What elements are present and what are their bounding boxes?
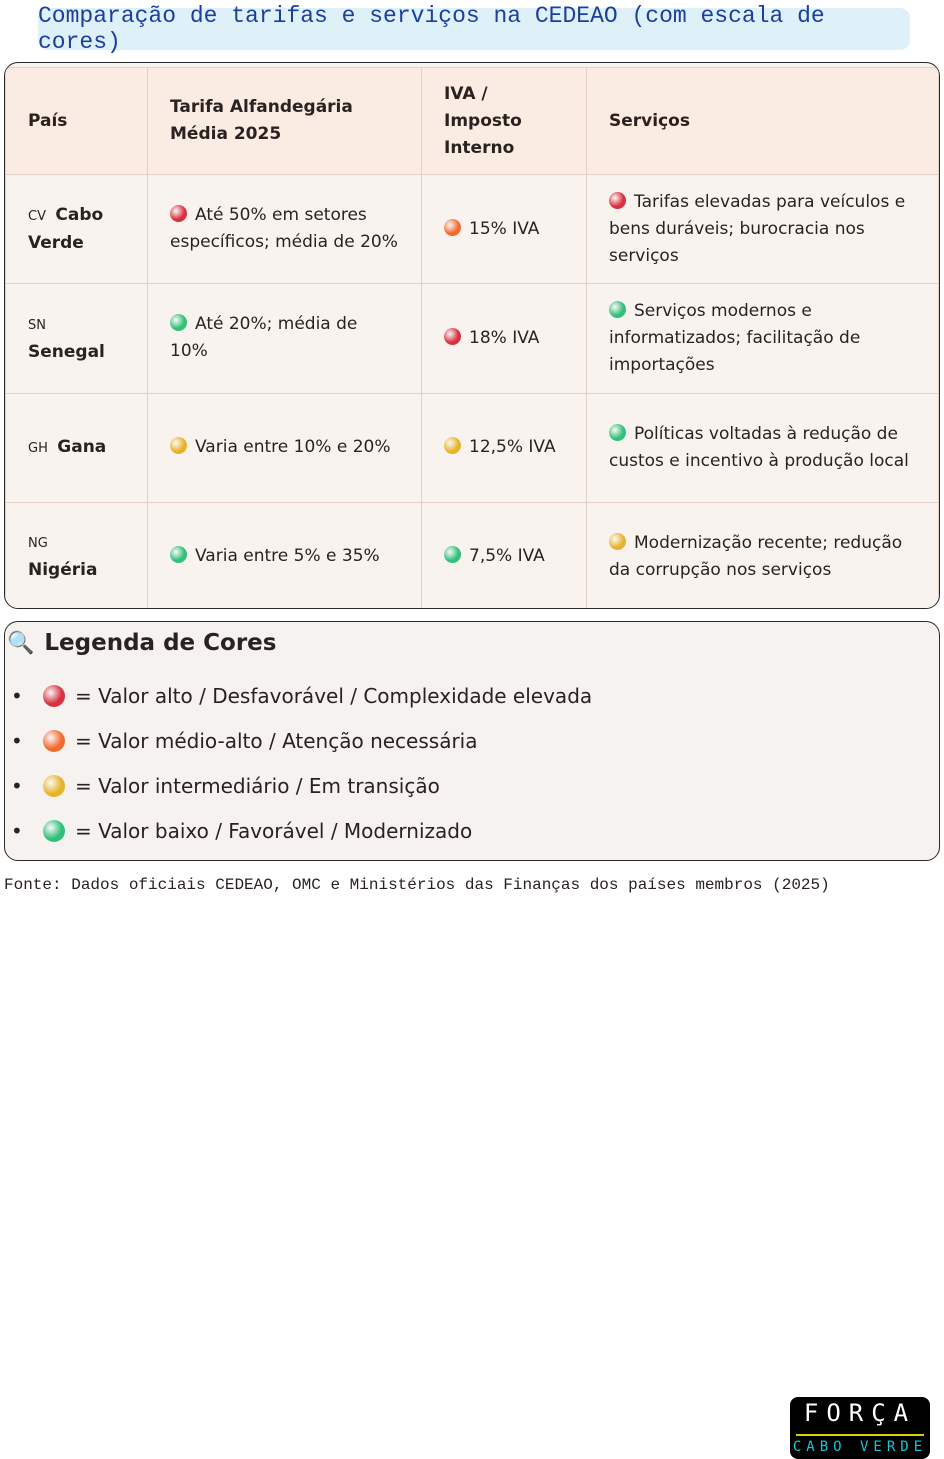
country-cell: GH Gana [6, 393, 148, 502]
legend-item: • = Valor médio-alto / Atenção necessária [11, 729, 478, 753]
red-dot-icon [444, 328, 461, 345]
table-row [6, 284, 939, 393]
services-cell: Tarifas elevadas para veículos e bens duráveis; burocracia nos serviços [587, 175, 939, 284]
table-row [6, 502, 939, 609]
tariff-cell: Varia entre 10% e 20% [148, 393, 422, 502]
legend-title: Legenda de Cores [44, 630, 277, 656]
yellow-dot-icon [444, 437, 461, 454]
table-row [6, 175, 939, 284]
orange-dot-icon [43, 730, 65, 752]
iva-cell: 15% IVA [422, 175, 587, 284]
table-row [6, 393, 939, 502]
tariff-cell: Até 50% em setores específicos; média de 20% [148, 175, 422, 284]
logo [790, 1397, 930, 1459]
tariff-cell: Até 20%; média de 10% [148, 284, 422, 393]
iva-cell: 7,5% IVA [422, 502, 587, 609]
legend-item: • = Valor baixo / Favorável / Modernizado [11, 819, 473, 843]
iva-cell: 12,5% IVA [422, 393, 587, 502]
header-tariff: Tarifa Alfandegária Média 2025 [148, 68, 422, 175]
header-iva: IVA / Imposto Interno [422, 68, 587, 175]
logo-bottom: CABO VERDE [792, 1439, 928, 1455]
country-cell: NG Nigéria [6, 502, 148, 609]
country-cell: CV Cabo Verde [6, 175, 148, 284]
yellow-dot-icon [170, 437, 187, 454]
page-title: Comparação de tarifas e serviços na CEDEAO (com escala de cores) [38, 8, 910, 50]
source-footer: Fonte: Dados oficiais CEDEAO, OMC e Ministérios das Finanças dos países membros (2025) [4, 876, 830, 894]
legend-item: • = Valor intermediário / Em transição [11, 774, 440, 798]
iva-cell: 18% IVA [422, 284, 587, 393]
header-country: País [6, 68, 148, 175]
orange-dot-icon [444, 219, 461, 236]
services-cell: Modernização recente; redução da corrupção nos serviços [587, 502, 939, 609]
tariff-cell: Varia entre 5% e 35% [148, 502, 422, 609]
services-cell: Serviços modernos e informatizados; facilitação de importações [587, 284, 939, 393]
red-dot-icon [170, 205, 187, 222]
country-cell: SN Senegal [6, 284, 148, 393]
header-services: Serviços [587, 68, 939, 175]
logo-top: FORÇA [803, 1399, 917, 1427]
red-dot-icon [43, 685, 65, 707]
yellow-dot-icon [43, 775, 65, 797]
green-dot-icon [444, 546, 461, 563]
green-dot-icon [170, 314, 187, 331]
green-dot-icon [43, 820, 65, 842]
comparison-table [4, 62, 940, 609]
green-dot-icon [170, 546, 187, 563]
services-cell: Políticas voltadas à redução de custos e incentivo à produção local [587, 393, 939, 502]
green-dot-icon [609, 301, 626, 318]
magnifier-icon: 🔍 [7, 630, 35, 656]
green-dot-icon [609, 424, 626, 441]
yellow-dot-icon [609, 533, 626, 550]
red-dot-icon [609, 192, 626, 209]
legend-item: • = Valor alto / Desfavorável / Complexidade elevada [11, 684, 593, 708]
